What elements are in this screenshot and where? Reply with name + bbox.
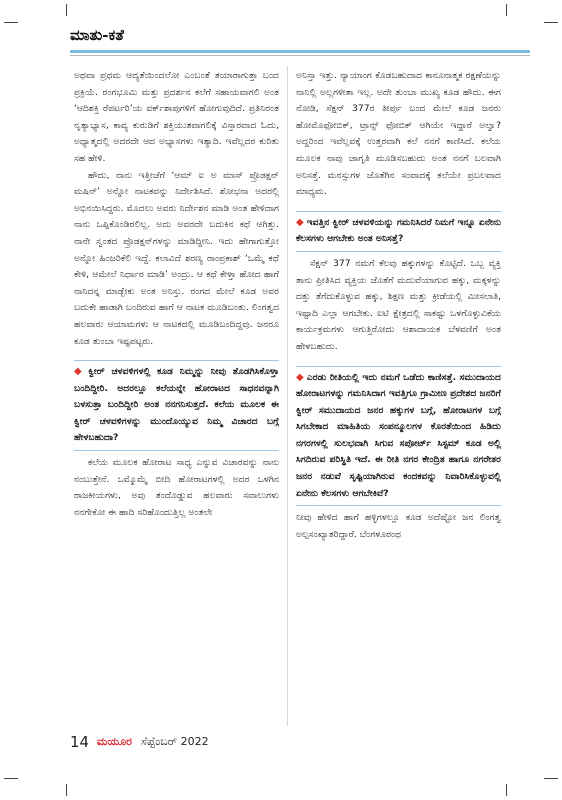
diamond-bullet-icon: ◆	[296, 216, 304, 228]
header-rule	[70, 50, 530, 53]
magazine-logo: ಮಯೂರ	[96, 735, 133, 748]
column-divider	[287, 66, 288, 726]
paragraph: ಅಥವಾ ಪ್ರಥಮ ಆದ್ಯತೆಯಿಂದಲೋ ಎಂಬಂತೆ ತಯಾರಾಗುತ್ತಾ ಬಂದ ಪ್ರಕ್ರಿಯೆ. ರಂಗಭೂಮಿ ಮತ್ತು ಪ್ರದರ್ಶನ ಕಲೆಗೆ ಸಹಾಯವಾಗಲಿ ಅಂತ ‘ಆದಿಶಕ್ತಿ ರೆಪರ್ಟರಿ’ಯ ವರ್ಕ್‌ಶಾಪುಗಳಿಗೆ ಹೋಗುವುದಿದೆ. ಪ್ರತಿನಿರಂತ ನೃತ್ಯಾಭ್ಯಾಸ, ಕಾವ್ಯ ಕುರುಡಿಗೆ ಶಕ್ತಿಯುತವಾಗಲಿಕ್ಕೆ ವಿಸ್ತಾರವಾದ ಓದು, ಅಧ್ಯಾತ್ಮದಲ್ಲಿ ಅದರದೇ ಆದ ಅಭ್ಯಾಸಗಳು ಇತ್ಯಾದಿ. ಇವೆಲ್ಲದರ ಕುರಿತು ಸಹ ಹೇಳಿ.	[74, 70, 279, 164]
crop-mark	[66, 4, 67, 16]
question-box	[74, 360, 279, 451]
section-title: ಮಾತು-ಕತೆ	[70, 26, 124, 44]
crop-mark	[506, 784, 507, 796]
paragraph: ಹೌದು, ನಾನು ಇತ್ತೀಚೆಗೆ ‘ಆಮ್ ಐ ಅ ಮಾಸ್ ಪ್ರೊಡಕ್ಷನ್ ಮಷಿನ್’ ಅನ್ನೋ ನಾಟಕವನ್ನು ನಿರ್ದೇಶಿಸಿದೆ. ಶೋಭನಾ ಅದರಲ್ಲಿ ಅಭಿನಯಿಸಿದ್ದರು. ಮೊದಲು ಅವರು ನಿರ್ದೇಶನ ಮಾಡಿ ಅಂತ ಹೇಳಿದಾಗ ನಾನು ಒಪ್ಪಿಕೊಂಡಿರಲಿಲ್ಲ. ಅದು ಅವರದೇ ಬದುಕಿನ ಕಥೆ ಆಗಿತ್ತು. ನಾನೇ ಸ್ವಂತದ ಪ್ರೊಡಕ್ಷನ್‌ಗಳನ್ನು ಮಾಡಿದ್ದೀನಿ. ಇದು ಹೇಗಾಗುತ್ತೋ ಅನ್ನೋ ಹಿಂಜರಿಕೆಲಿ ಇದ್ದೆ. ಕಲಾವಿದೆ ಶರಣ್ಯ ರಾಂಪ್ರಕಾಶ್ ‘ಒಮ್ಮೆ ಕಥೆ ಕೇಳಿ, ಆಮೇಲೆ ನಿರ್ಧಾರ ಮಾಡಿ’ ಅಂದ್ರು. ಆ ಕಥೆ ಕೇಳ್ತಾ ಹೋದ ಹಾಗೆ ನಾನಿದನ್ನ ಮಾಡ್ಬೇಕು ಅಂತ ಅನಿಸ್ತು. ರಂಗದ ಮೇಲೆ ಕೂಡ ಅವರ ಬದುಕೇ ಹಾಡಾಗಿ ಬಂದಿರುವ ಹಾಗೆ ಆ ನಾಟಕ ಮೂಡಿಬಂತು. ಲಿಂಗತ್ವದ ಹಲವಾರು ಆಯಾಮಗಳು ಆ ನಾಟಕದಲ್ಲಿ ಮೂಡಿಬಂದಿದ್ದವು. ಜನರೂ ಕೂಡ ತುಂಬಾ ಇಷ್ಟಪಟ್ಟರು.	[74, 169, 279, 347]
crop-mark	[544, 778, 558, 779]
question-text: ಇವತ್ತಿನ ಕ್ವೀರ್ ಚಳವಳಿಯನ್ನು ಗಮನಿಸಿದರೆ ನಿಮಗೆ ಇನ್ನೂ ಏನೇನು ಕೆಲಸಗಳು ಆಗಬೇಕು ಅಂತ ಅನಿಸತ್ತೆ?	[296, 216, 501, 245]
right-column	[296, 68, 501, 724]
diamond-bullet-icon: ◆	[74, 366, 86, 378]
crop-mark	[506, 4, 507, 16]
paragraph: ಕಲೆಯ ಮೂಲಕ ಹೋರಾಟ ಸಾಧ್ಯ ಎನ್ನುವ ವಿಚಾರವನ್ನು ನಾನು ನಂಬುತ್ತೇನೆ. ಒಮ್ಮೊಮ್ಮೆ ಬೀದಿ ಹೋರಾಟಗಳಲ್ಲಿ ಅದರ ಒಳಗಿನ ರಾಜಕೀಯಗಳು, ಅವು ತಂದೊಡ್ಡುವ ಹಲವಾರು ಸವಾಲುಗಳು ನನಗೇಕೋ ಈ ಹಾದಿ ಸರಿಹೊಂದುತ್ತಿಲ್ಲ ಅಂತಲೇ	[74, 457, 279, 518]
paragraph: ನೀವು ಹೇಳಿದ ಹಾಗೆ ಹಳ್ಳಿಗಳಲ್ಲೂ ಕೂಡ ಅದೆಷ್ಟೋ ಜನ ಲಿಂಗತ್ವ ಅಲ್ಪಸಂಖ್ಯಾತರಿದ್ದಾರೆ. ಬೆಂಗಳೂರಂಥ	[296, 512, 501, 540]
question-text: ಎರಡು ರೀತಿಯಲ್ಲಿ ಇದು ನಮಗೆ ಒಡೆದು ಕಾಣಿಸತ್ತೆ. ಸಮುದಾಯದ ಹೋರಾಟಗಳನ್ನು ಗಮನಿಸಿದಾಗ ಇವತ್ತಿಗೂ ಗ್ರಾಮೀಣ ಪ್ರದೇಶದ ಜನರಿಗೆ ಕ್ವೀರ್ ಸಮುದಾಯದ ಜನರ ಹಕ್ಕುಗಳ ಬಗ್ಗೆ, ಹೋರಾಟಗಳ ಬಗ್ಗೆ ಸಿಗಬೇಕಾದ ಮಾಹಿತಿಯ ಸಂಪನ್ಮೂಲಗಳ ಕೊರತೆಯಿಂದ ಹಿಡಿದು ನಗರಗಳಲ್ಲಿ ಸುಲಭವಾಗಿ ಸಿಗುವ ಸಪೋರ್ಟ್ ಸಿಸ್ಟಮ್ ಕೂಡ ಅಲ್ಲಿ ಸಿಗದಿರುವ ಪರಿಸ್ಥಿತಿ ಇದೆ. ಈ ರೀತಿ ನಗರ ಕೇಂದ್ರಿತ ಹಾಗೂ ನಗರೇತರ ಜನರ ನಡುವೆ ಸೃಷ್ಟಿಯಾಗಿರುವ ಕಂದಕವನ್ನು ನಿವಾರಿಸಿಕೊಳ್ಳುವಲ್ಲಿ ಏನೇನು ಕೆಲಸಗಳು ಆಗಬೇಕಿವೆ?	[296, 371, 501, 499]
page-header	[70, 24, 530, 60]
crop-mark	[544, 22, 558, 23]
page-number: 14	[70, 733, 90, 751]
crop-mark	[66, 784, 67, 796]
question-text: ಕ್ವೀರ್ ಚಳವಳಿಗಳಲ್ಲಿ ಕೂಡ ನಿಮ್ಮನ್ನು ನೀವು ತೊಡಗಿಸಿಕೊಳ್ತಾ ಬಂದಿದ್ದೀರಿ. ಅದರಲ್ಲೂ ಕಲೆಯನ್ನೇ ಹೋರಾಟದ ಸಾಧನವನ್ನಾಗಿ ಬಳಸುತ್ತಾ ಬಂದಿದ್ದೀರಿ ಅಂತ ನನಗನಿಸುತ್ತದೆ. ಕಲೆಯ ಮೂಲಕ ಈ ಕ್ವೀರ್ ಚಳವಳಿಗಳನ್ನು ಮುಂದೊಯ್ಯುವ ನಿಮ್ಮ ವಿಚಾರದ ಬಗ್ಗೆ ಹೇಳಬಹುದಾ?	[74, 366, 279, 444]
crop-mark	[4, 778, 18, 779]
left-column	[74, 68, 279, 724]
issue-date: ಸೆಪ್ಟೆಂಬರ್ 2022	[140, 735, 209, 748]
question-box	[296, 211, 501, 252]
page-footer	[70, 733, 370, 753]
crop-mark	[4, 22, 18, 23]
paragraph: ಅನಿಸ್ತಾ ಇತ್ತು. ನ್ಯಾಯಾಂಗ ಕೊಡಬಹುದಾದ ಕಾನೂನಾತ್ಮಕ ರಕ್ಷಣೆಯನ್ನು ನಾನಿಲ್ಲಿ ಅಲ್ಲಗಳೀತಾ ಇಲ್ಲ. ಅದೇ ತುಂಬಾ ಮುಖ್ಯ ಕೂಡ ಹೌದು. ಈಗ ನೋಡಿ, ಸೆಕ್ಷನ್ 377ರ ತೀರ್ಪು ಬಂದ ಮೇಲೆ ಕೂಡ ಜನರು ಹೋಮೊಫೋಬಿಕ್, ಟ್ರಾನ್ಸ್ ಫೋಬಿಕ್ ಆಗಿಯೇ ಇದ್ದಾರೆ ಅಲ್ವಾ? ಅದ್ದರಿಂದ ಇವೆಲ್ಲವಕ್ಕೆ ಉತ್ತರವಾಗಿ ಕಲೆ ನನಗೆ ಕಾಣಿಸಿದೆ. ಕಲೆಯ ಮೂಲಕ ನಾವು ಜಾಗೃತಿ ಮೂಡಿಸಬಹುದು ಅಂತ ನನಗೆ ಬಲವಾಗಿ ಅನಿಸತ್ತೆ. ಮನಸ್ಸುಗಳ ಜೊತೆಗಿನ ಸಂವಾದಕ್ಕೆ ಕಲೆಯೇ ಪ್ರಬಲವಾದ ಮಾಧ್ಯಮ.	[296, 70, 501, 198]
header-rule-thin	[70, 55, 530, 56]
paragraph: ಸೆಕ್ಷನ್ 377 ನಮಗೆ ಕೆಲವು ಹಕ್ಕುಗಳನ್ನು ಕೊಟ್ಟಿದೆ. ಒಬ್ಬ ವ್ಯಕ್ತಿ ತಾನು ಪ್ರೀತಿಸಿದ ವ್ಯಕ್ತಿಯ ಜೊತೆಗೆ ಮದುವೆಯಾಗುವ ಹಕ್ಕು, ಮಕ್ಕಳನ್ನು ದತ್ತು ತೆಗೆದುಕೊಳ್ಳುವ ಹಕ್ಕು, ಶಿಕ್ಷಣ ಮತ್ತು ಕ್ರೀಡೆಯಲ್ಲಿ ಮೀಸಲಾತಿ, ಇಷ್ಟಾದಿ ಎಲ್ಲಾ ಆಗಬೇಕು. ಐಟಿ ಕ್ಷೇತ್ರದಲ್ಲಿ ಸಾಕಷ್ಟು ಒಳಗೊಳ್ಳುವಿಕೆಯ ಕಾರ್ಯಕ್ರಮಗಳು ಆಗುತ್ತಿರೋದು ಆಶಾದಾಯಕ ಬೆಳವಣಿಗೆ ಅಂತ ಹೇಳಬಹುದು.	[296, 257, 501, 352]
diamond-bullet-icon: ◆	[296, 371, 304, 383]
question-box	[296, 366, 501, 507]
